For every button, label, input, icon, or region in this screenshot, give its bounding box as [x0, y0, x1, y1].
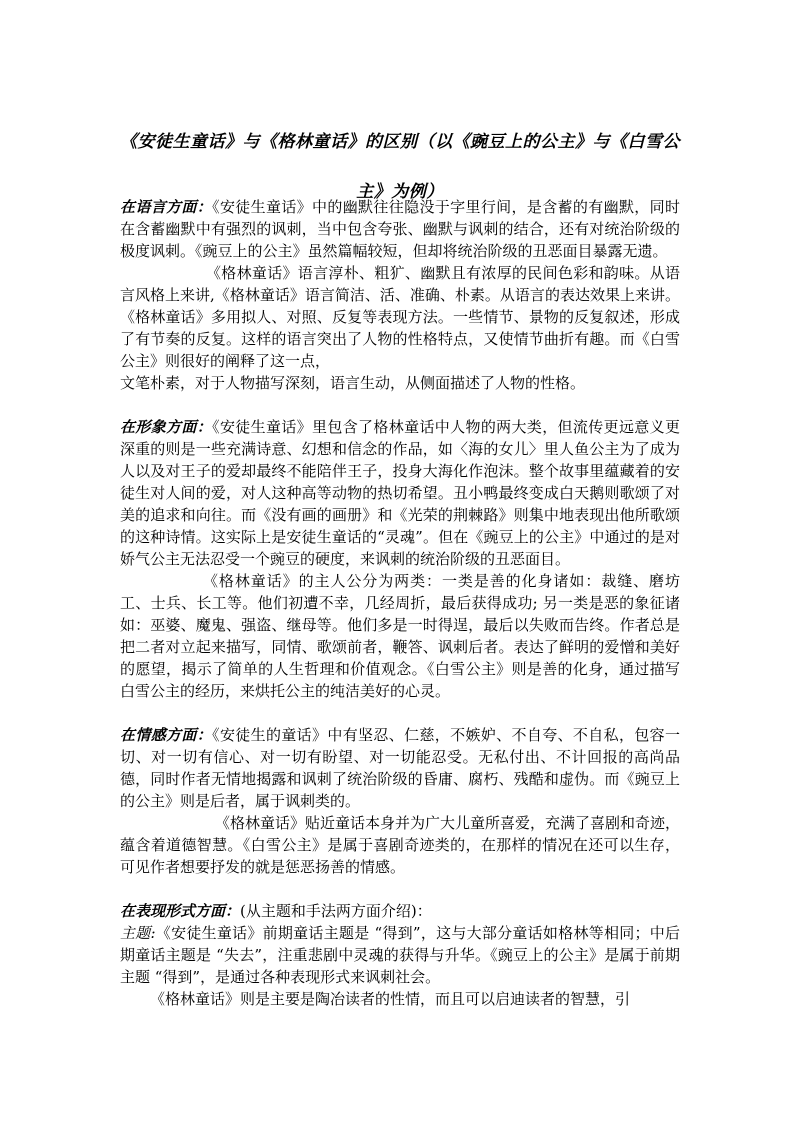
section-heading-image: 在形象方面： — [120, 418, 213, 436]
spacer — [120, 394, 680, 416]
section-heading-form: 在表现形式方面： — [120, 902, 241, 920]
theme-label: 主题: — [120, 924, 156, 942]
document-body — [120, 196, 680, 1010]
form-intro: 在表现形式方面：(从主题和手法两方面介绍)： — [120, 902, 432, 920]
language-paragraph-2: 《格林童话》语言淳朴、粗犷、幽默且有浓厚的民间色彩和韵味。从语言风格上来讲,《格林童话》语言简洁、活、准确、朴素。从语言的表达效果上来讲。《格林童话》多用拟人、对照、反复等表现方法。一些情节、景物的反复叙述，形成了有节奏的反复。这样的语言突出了人物的性格特点，又使情节曲折有趣。而《白雪公主》则很好的阐释了这一点， — [120, 264, 680, 370]
emotion-paragraph-1: 在情感方面：《安徒生的童话》中有坚忍、仁慈，不嫉妒、不自夸、不自私，包容一切、对一切有信心、对一切有盼望、对一切能忍受。无私付出、不计回报的高尚品德，同时作者无情地揭露和讽刺了统治阶级的昏庸、腐朽、残酷和虚伪。而《豌豆上的公主》则是后者，属于讽刺类的。 — [120, 726, 680, 810]
form-paragraph-2: 《格林童话》则是主要是陶冶读者的性情，而且可以启迪读者的智慧，引 — [150, 990, 631, 1008]
form-paragraph-1: 主题:《安徒生童话》前期童话主题是 “得到”，这与大部分童话如格林等相同；中后期童话主题是 “失去”，注重悲剧中灵魂的获得与升华。《豌豆上的公主》是属于前期主题 “得到”，是通过各种表现形式来讽刺社会。 — [120, 924, 680, 986]
image-paragraph-2: 《格林童话》的主人公分为两类：一类是善的化身诸如：裁缝、磨坊工、士兵、长工等。他们初遭不幸，几经周折，最后获得成功; 另一类是恶的象征诸如：巫婆、魔鬼、强盗、继母等。他们多是一时得逞，最后以失败而告终。作者总是把二者对立起来描写，同情、歌颂前者，鞭答、讽刺后者。表达了鲜明的爱憎和美好的愿望，揭示了简单的人生哲理和价值观念。《白雪公主》则是善的化身，通过描写白雪公主的经历，来烘托公主的纯洁美好的心灵。 — [120, 572, 680, 700]
spacer — [120, 878, 680, 900]
image-paragraph-1: 在形象方面：《安徒生童话》里包含了格林童话中人物的两大类，但流传更远意义更深重的则是一些充满诗意、幻想和信念的作品，如〈海的女儿〉里人鱼公主为了成为人以及对王子的爱却最终不能陪伴王子，投身大海化作泡沫。整个故事里蕴藏着的安徒生对人间的爱，对人这种高等动物的热切希望。丑小鸭最终变成白天鹅则歌颂了对美的追求和向往。而《没有画的画册》和《光荣的荆棘路》则集中地表现出他所歌颂的这种诗情。这实际上是安徒生童话的“灵魂”。但在《豌豆上的公主》中通过的是对娇气公主无法忍受一个豌豆的硬度，来讽刺的统治阶级的丑恶面目。 — [120, 418, 680, 568]
section-heading-language: 在语言方面： — [120, 198, 213, 216]
section-heading-emotion: 在情感方面： — [120, 726, 213, 744]
spacer — [120, 702, 680, 724]
language-paragraph-1: 在语言方面：《安徒生童话》中的幽默往往隐没于字里行间，是含蓄的有幽默，同时在含蓄幽默中有强烈的讽刺，当中包含夸张、幽默与讽刺的结合，还有对统治阶级的极度讽刺。《豌豆上的公主》虽然篇幅较短，但却将统治阶级的丑恶面目暴露无遗。 — [120, 198, 680, 260]
emotion-paragraph-2: 《格林童话》贴近童话本身并为广大儿童所喜爱，充满了喜剧和奇迹，蕴含着道德智慧。《白雪公主》是属于喜剧奇迹类的，在那样的情况在还可以生存，可见作者想要抒发的就是惩恶扬善的情感。 — [120, 814, 681, 876]
language-paragraph-3: 文笔朴素，对于人物描写深刻，语言生动，从侧面描述了人物的性格。 — [120, 374, 586, 392]
document-title: 《安徒生童话》与《格林童话》的区别（以《豌豆上的公主》与《白雪公主》为例） — [120, 132, 680, 202]
